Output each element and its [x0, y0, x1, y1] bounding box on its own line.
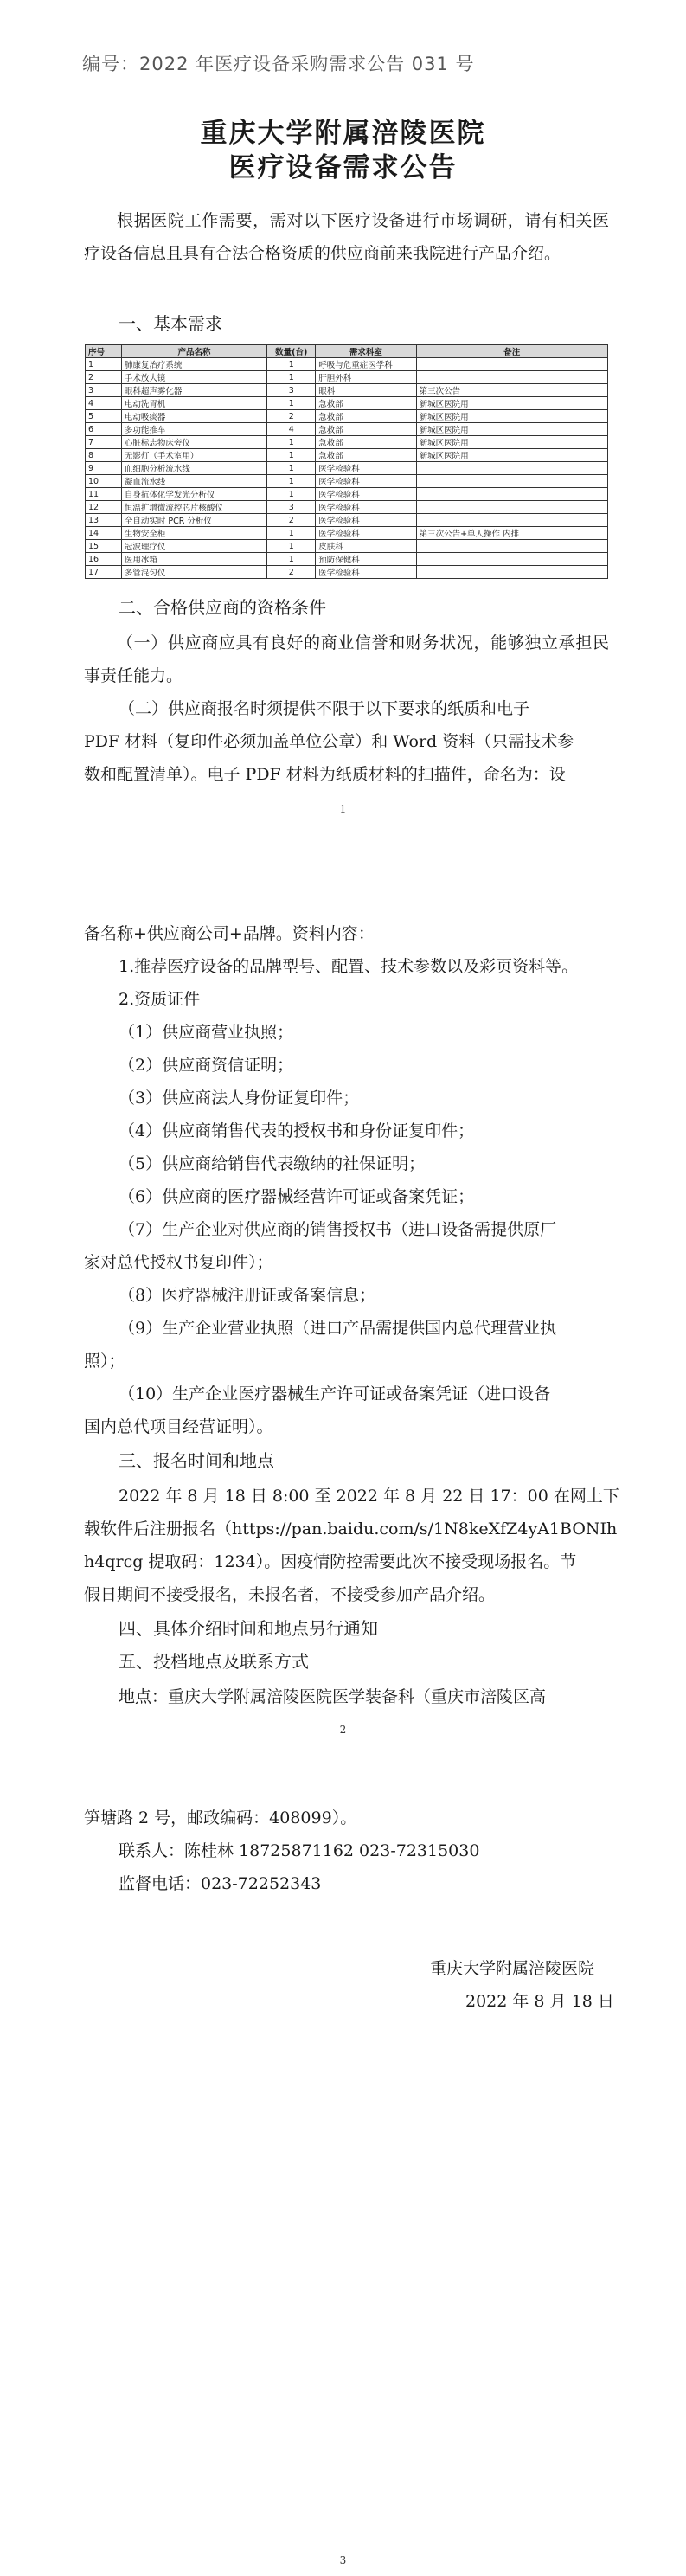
- row-product: 眼科超声雾化器: [121, 384, 266, 397]
- row-note: [416, 566, 607, 579]
- row-dept: 医学检验科: [316, 475, 416, 488]
- page-number-2: 2: [339, 1724, 347, 1736]
- cert-item-9-line-1: （9）生产企业营业执照（进口产品需提供国内总代理营业执: [119, 1319, 557, 1338]
- signup-line-3: h4qrcg 提取码：1234）。因疫情防控需要此次不接受现场报名。节: [84, 1552, 577, 1571]
- row-no: 3: [86, 384, 122, 397]
- row-product: 自身抗体化学发光分析仪: [121, 488, 266, 501]
- header-note: 备注: [416, 345, 607, 358]
- section-basic-needs: 一、基本需求: [119, 313, 222, 334]
- row-dept: 皮肤科: [316, 540, 416, 553]
- row-dept: 医学检验科: [316, 501, 416, 514]
- materials-item-2: 2.资质证件: [119, 990, 201, 1009]
- table-row: [86, 423, 608, 436]
- address-line-2: 笋塘路 2 号，邮政编码：408099）。: [84, 1808, 357, 1828]
- row-no: 4: [86, 397, 122, 410]
- table-row: [86, 501, 608, 514]
- row-product: 无影灯（手术室用）: [121, 449, 266, 462]
- row-product: 心脏标志物床旁仪: [121, 436, 266, 449]
- cert-item-3: （3）供应商法人身份证复印件；: [119, 1089, 360, 1108]
- page-number-3: 3: [339, 2554, 347, 2566]
- requirement-1: （一）供应商应具有良好的商业信誉和财务状况，能够独立承担民事责任能力。: [84, 633, 609, 685]
- row-dept: 医学检验科: [316, 488, 416, 501]
- table-row: [86, 475, 608, 488]
- row-product: 多功能推车: [121, 423, 266, 436]
- signature-date: 2022 年 8 月 18 日: [465, 1992, 614, 2011]
- requirement-2-line-1: （二）供应商报名时须提供不限于以下要求的纸质和电子: [119, 699, 530, 718]
- row-qty: 2: [267, 514, 316, 527]
- signup-line-2: 载软件后注册报名（https://pan.baidu.com/s/1N8keXfZ4yA1BONIh: [84, 1519, 618, 1539]
- cert-item-6: （6）供应商的医疗器械经营许可证或备案凭证；: [119, 1187, 475, 1206]
- requirement-2-line-4: 备名称+供应商公司+品牌。资料内容：: [84, 924, 375, 943]
- row-qty: 1: [267, 488, 316, 501]
- cert-item-5: （5）供应商给销售代表缴纳的社保证明；: [119, 1154, 426, 1173]
- row-note: [416, 462, 607, 475]
- row-qty: 1: [267, 397, 316, 410]
- requirements-table: [85, 344, 608, 579]
- table-row: [86, 462, 608, 475]
- signature-organization: 重庆大学附属涪陵医院: [430, 1959, 595, 1978]
- section-contact: 五、投档地点及联系方式: [119, 1651, 309, 1672]
- row-note: 新城区医院用: [416, 410, 607, 423]
- row-note: [416, 475, 607, 488]
- row-qty: 1: [267, 371, 316, 384]
- requirement-2-line-3: 数和配置清单）。电子 PDF 材料为纸质材料的扫描件，命名为：设: [84, 765, 566, 784]
- section-signup: 三、报名时间和地点: [119, 1450, 274, 1471]
- row-qty: 4: [267, 423, 316, 436]
- row-qty: 1: [267, 540, 316, 553]
- row-note: 第三次公告+单人操作 内排: [416, 527, 607, 540]
- row-qty: 2: [267, 566, 316, 579]
- header-product: 产品名称: [121, 345, 266, 358]
- table-row: [86, 514, 608, 527]
- cert-item-10-line-2: 国内总代项目经营证明）。: [84, 1417, 273, 1436]
- cert-item-7-line-2: 家对总代授权书复印件）；: [84, 1253, 273, 1272]
- row-no: 14: [86, 527, 122, 540]
- row-dept: 急救部: [316, 436, 416, 449]
- row-no: 2: [86, 371, 122, 384]
- row-dept: 预防保健科: [316, 553, 416, 566]
- row-note: [416, 501, 607, 514]
- row-no: 12: [86, 501, 122, 514]
- row-product: 肺康复治疗系统: [121, 358, 266, 371]
- table-row: [86, 527, 608, 540]
- row-product: 医用冰箱: [121, 553, 266, 566]
- table-header-row: [86, 345, 608, 358]
- row-qty: 1: [267, 462, 316, 475]
- cert-item-10-line-1: （10）生产企业医疗器械生产许可证或备案凭证（进口设备: [119, 1384, 551, 1404]
- row-dept: 医学检验科: [316, 527, 416, 540]
- row-qty: 1: [267, 475, 316, 488]
- cert-item-7-line-1: （7）生产企业对供应商的销售授权书（进口设备需提供原厂: [119, 1220, 557, 1239]
- row-note: 第三次公告: [416, 384, 607, 397]
- table-row: [86, 384, 608, 397]
- row-no: 16: [86, 553, 122, 566]
- cert-item-2: （2）供应商资信证明；: [119, 1056, 294, 1075]
- signup-line-1: 2022 年 8 月 18 日 8:00 至 2022 年 8 月 22 日 17：00 在网上下: [119, 1487, 619, 1506]
- row-product: 全自动实时 PCR 分析仪: [121, 514, 266, 527]
- row-no: 10: [86, 475, 122, 488]
- row-qty: 1: [267, 553, 316, 566]
- row-dept: 急救部: [316, 397, 416, 410]
- row-note: [416, 358, 607, 371]
- supervision-phone: 监督电话：023-72252343: [119, 1874, 322, 1893]
- row-qty: 1: [267, 449, 316, 462]
- row-note: 新城区医院用: [416, 423, 607, 436]
- row-no: 11: [86, 488, 122, 501]
- row-no: 9: [86, 462, 122, 475]
- table-row: [86, 488, 608, 501]
- row-qty: 3: [267, 384, 316, 397]
- table-row: [86, 358, 608, 371]
- row-product: 电动吸痰器: [121, 410, 266, 423]
- row-no: 6: [86, 423, 122, 436]
- row-product: 多管混匀仪: [121, 566, 266, 579]
- address-line-1: 地点：重庆大学附属涪陵医院医学装备科（重庆市涪陵区高: [119, 1687, 547, 1706]
- row-qty: 1: [267, 527, 316, 540]
- table-row: [86, 436, 608, 449]
- row-no: 13: [86, 514, 122, 527]
- row-dept: 眼科: [316, 384, 416, 397]
- row-dept: 呼吸与危重症医学科: [316, 358, 416, 371]
- row-qty: 2: [267, 410, 316, 423]
- cert-item-1: （1）供应商营业执照；: [119, 1023, 294, 1042]
- row-product: 手术放大镜: [121, 371, 266, 384]
- table-row: [86, 566, 608, 579]
- row-note: 新城区医院用: [416, 449, 607, 462]
- requirements-table-body: [86, 358, 608, 579]
- row-note: [416, 540, 607, 553]
- row-note: 新城区医院用: [416, 436, 607, 449]
- cert-item-4: （4）供应商销售代表的授权书和身份证复印件；: [119, 1121, 475, 1140]
- row-dept: 肝胆外科: [316, 371, 416, 384]
- row-no: 8: [86, 449, 122, 462]
- row-dept: 急救部: [316, 449, 416, 462]
- row-product: 血细胞分析流水线: [121, 462, 266, 475]
- section-qualifications: 二、合格供应商的资格条件: [119, 597, 326, 618]
- document-number: 编号：2022 年医疗设备采购需求公告 031 号: [82, 54, 475, 74]
- row-product: 生物安全柜: [121, 527, 266, 540]
- row-note: [416, 371, 607, 384]
- row-dept: 急救部: [316, 410, 416, 423]
- row-qty: 1: [267, 358, 316, 371]
- intro-paragraph: 根据医院工作需要，需对以下医疗设备进行市场调研，请有相关医疗设备信息且具有合法合格资质的供应商前来我院进行产品介绍。: [84, 211, 609, 263]
- row-dept: 医学检验科: [316, 514, 416, 527]
- row-qty: 1: [267, 436, 316, 449]
- cert-item-8: （8）医疗器械注册证或备案信息；: [119, 1286, 376, 1305]
- table-row: [86, 449, 608, 462]
- row-no: 15: [86, 540, 122, 553]
- materials-item-1: 1.推荐医疗设备的品牌型号、配置、技术参数以及彩页资料等。: [119, 957, 579, 976]
- table-row: [86, 410, 608, 423]
- table-row: [86, 371, 608, 384]
- signup-line-4: 假日期间不接受报名，未报名者，不接受参加产品介绍。: [84, 1585, 496, 1604]
- table-row: [86, 397, 608, 410]
- row-note: 新城区医院用: [416, 397, 607, 410]
- row-product: 凝血流水线: [121, 475, 266, 488]
- section-intro-time: 四、具体介绍时间和地点另行通知: [119, 1618, 378, 1639]
- cert-item-9-line-2: 照）；: [84, 1352, 125, 1371]
- table-row: [86, 540, 608, 553]
- row-dept: 急救部: [316, 423, 416, 436]
- row-note: [416, 553, 607, 566]
- contact-person: 联系人：陈桂林 18725871162 023-72315030: [119, 1841, 480, 1860]
- header-qty: 数量(台): [267, 345, 316, 358]
- row-no: 5: [86, 410, 122, 423]
- row-dept: 医学检验科: [316, 462, 416, 475]
- row-no: 7: [86, 436, 122, 449]
- header-no: 序号: [86, 345, 122, 358]
- row-no: 1: [86, 358, 122, 371]
- row-product: 电动洗胃机: [121, 397, 266, 410]
- row-qty: 3: [267, 501, 316, 514]
- row-product: 恒温扩增微流控芯片核酸仪: [121, 501, 266, 514]
- row-no: 17: [86, 566, 122, 579]
- row-note: [416, 488, 607, 501]
- row-note: [416, 514, 607, 527]
- requirement-2-line-2: PDF 材料（复印件必须加盖单位公章）和 Word 资料（只需技术参: [84, 732, 574, 751]
- page-number-1: 1: [339, 803, 347, 815]
- header-dept: 需求科室: [316, 345, 416, 358]
- title-hospital: 重庆大学附属涪陵医院: [200, 118, 486, 149]
- row-product: 冠波理疗仪: [121, 540, 266, 553]
- title-notice: 医疗设备需求公告: [228, 152, 458, 183]
- row-dept: 医学检验科: [316, 566, 416, 579]
- table-row: [86, 553, 608, 566]
